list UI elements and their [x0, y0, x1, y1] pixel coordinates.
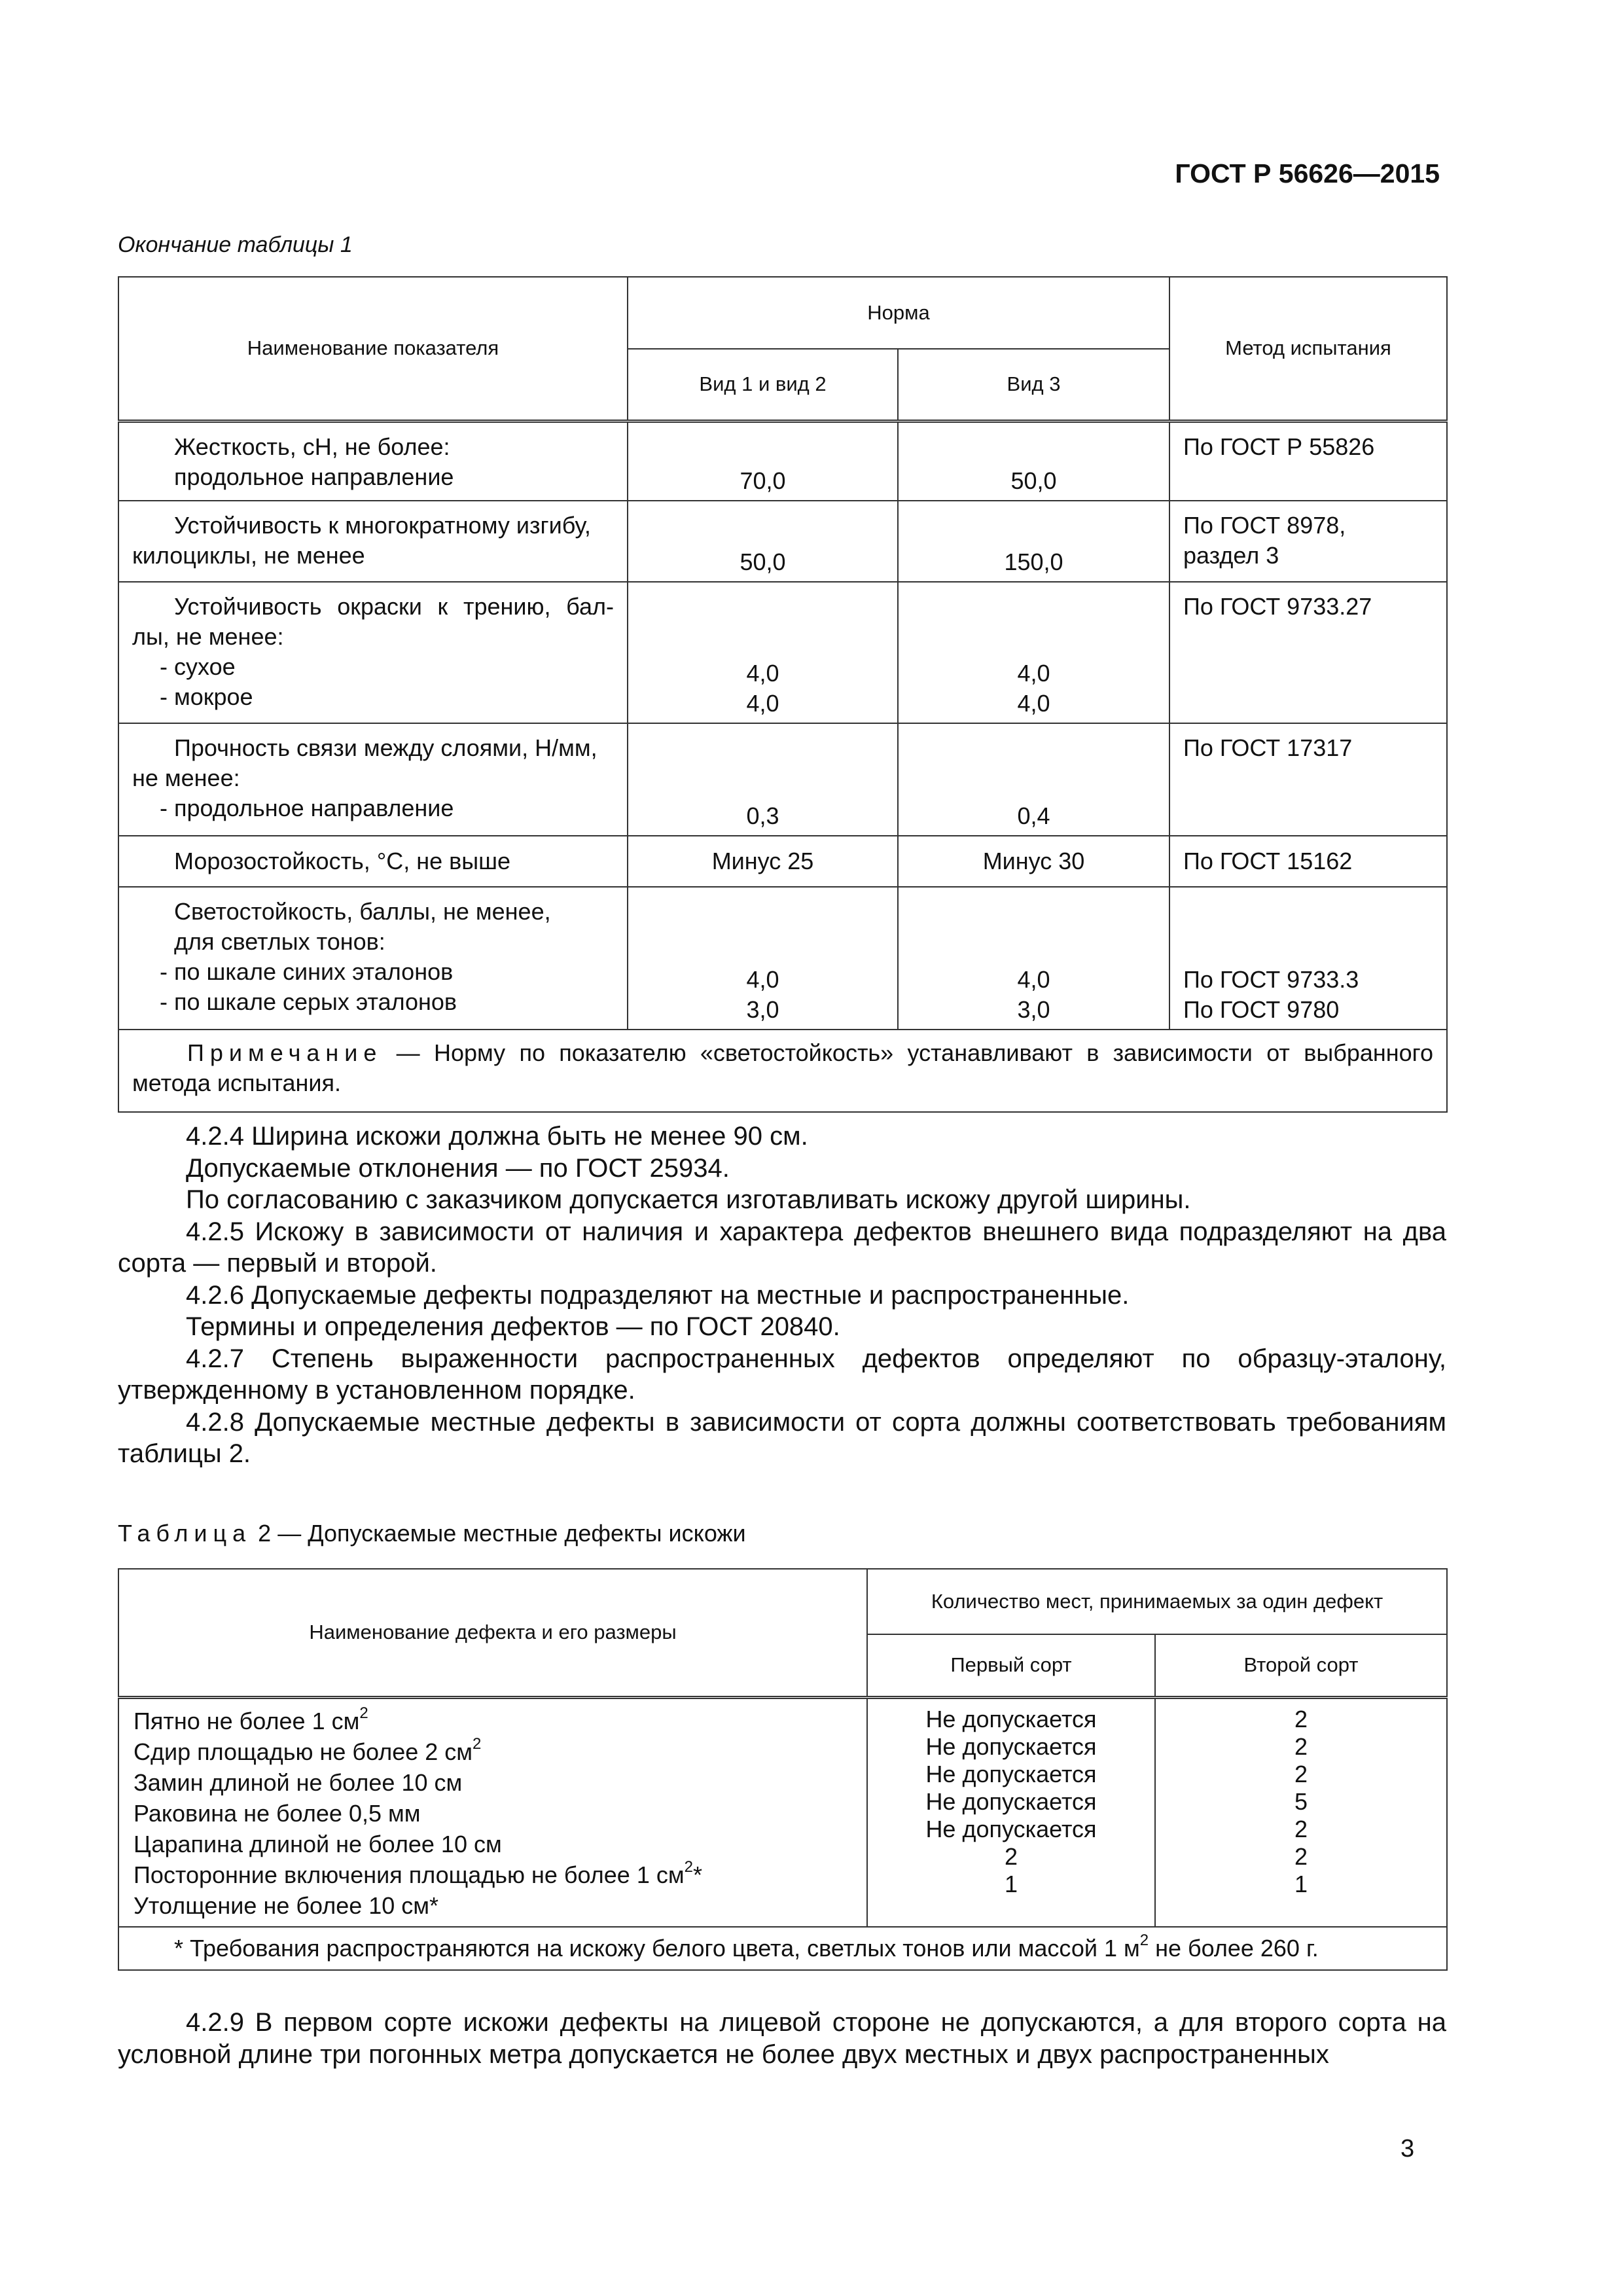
table-row [118, 723, 1447, 836]
cell-value: 4,0 [1017, 690, 1050, 717]
row-label: Устойчивость к многократному изгибу, [174, 512, 591, 539]
defect-name: Посторонние включения площадью не более 1 $см^2*$ [134, 1857, 702, 1888]
table-row [118, 421, 1447, 501]
table-row [118, 582, 1447, 723]
table2-caption-label: Таблица [118, 1520, 252, 1547]
first-grade-value: 1 [1004, 1870, 1018, 1897]
cell-method: По ГОСТ 15162 [1169, 836, 1447, 887]
table1-note-row [118, 1030, 1447, 1112]
cell-method: По ГОСТ 9733.27 [1169, 582, 1447, 723]
row-label: Жесткость, сН, не более: [174, 433, 450, 460]
note-body: — Норму по показателю «светостойкость» устанавливают в зависимости от выбранного метода испытания. [132, 1039, 1434, 1096]
table1-header-name: Наименование показателя [118, 277, 628, 421]
first-grade-value: Не допускается [925, 1760, 1097, 1787]
table2-caption [118, 1520, 746, 1547]
cell-value: 4,0 [746, 660, 779, 687]
paragraph: 4.2.6 Допускаемые дефекты подразделяют на местные и распространенные. [186, 1280, 1130, 1310]
first-grade-value: 2 [1004, 1842, 1018, 1870]
cell-value: 0,3 [628, 723, 898, 836]
paragraph: Термины и определения дефектов — по ГОСТ 20840. [186, 1312, 840, 1341]
second-grade-value: 2 [1294, 1760, 1308, 1787]
paragraph: 4.2.8 Допускаемые местные дефекты в зависимости от сорта должны соответствовать требованиям таблицы 2. [118, 1407, 1446, 1468]
table1-caption: Окончание таблицы 1 [118, 232, 353, 257]
defect-name: Царапина длиной не более 10 см [134, 1830, 502, 1857]
cell-method: По ГОСТ 9733.3 [1183, 966, 1359, 993]
table-row [118, 1697, 1447, 1927]
row-label: Морозостойкость, °С, не выше [174, 848, 511, 874]
defect-name: Пятно не более 1 $см^2$ [134, 1704, 368, 1734]
body-text [118, 1121, 1446, 1470]
table1 [118, 276, 1448, 1113]
row-sublabel: - сухое [160, 653, 236, 680]
cell-value: 4,0 [746, 690, 779, 717]
row-label: Устойчивость окраски к трению, бал- [174, 593, 614, 620]
note-label: Примечание [187, 1039, 383, 1066]
cell-value: 150,0 [898, 501, 1169, 582]
row-sublabel: - мокрое [160, 683, 253, 710]
defect-name: Сдир площадью не более 2 $см^2$ [134, 1734, 482, 1765]
row-label: для светлых тонов: [174, 928, 385, 955]
table2-header-first: Первый сорт [867, 1634, 1155, 1697]
page-number: 3 [1400, 2135, 1415, 2162]
defect-name: Раковина не более 0,5 мм [134, 1799, 421, 1827]
paragraph: 4.2.4 Ширина искожи должна быть не менее 90 см. [186, 1122, 808, 1151]
cell-method: раздел 3 [1183, 542, 1279, 569]
second-grade-value: 1 [1294, 1870, 1308, 1897]
table-row [118, 836, 1447, 887]
cell-method: По ГОСТ Р 55826 [1169, 421, 1447, 501]
cell-value: 50,0 [628, 501, 898, 582]
cell-method: По ГОСТ 17317 [1169, 723, 1447, 836]
cell-value: 3,0 [1017, 996, 1050, 1023]
row-sublabel: - по шкале синих эталонов [160, 958, 454, 985]
cell-value: 3,0 [746, 996, 779, 1023]
note-text [132, 1038, 1433, 1098]
table2-caption-text: 2 — Допускаемые местные дефекты искожи [258, 1520, 746, 1547]
second-grade-value: 5 [1294, 1787, 1308, 1815]
table2-footnote: * Требования распространяются на искожу белого цвета, светлых тонов или массой 1 $м^2$ не более 260 г. [118, 1927, 1447, 1970]
cell-method: По ГОСТ 8978, [1183, 512, 1346, 539]
cell-value: Минус 30 [898, 836, 1169, 887]
body-text-final [118, 2007, 1446, 2070]
table1-header-vid3: Вид 3 [898, 349, 1169, 421]
paragraph: 4.2.9 В первом сорте искожи дефекты на лицевой стороне не допускаются, а для второго сорта на условной длине три погонных метра допускается не более двух местных и двух распространенных [118, 2008, 1446, 2069]
table2-header-qty: Количество мест, принимаемых за один дефект [867, 1569, 1447, 1634]
first-grade-value: Не допускается [925, 1732, 1097, 1760]
table1-header-norm: Норма [628, 277, 1169, 349]
second-grade-value: 2 [1294, 1842, 1308, 1870]
row-sublabel: - по шкале серых эталонов [160, 988, 457, 1015]
paragraph: 4.2.7 Степень выраженности распространенных дефектов определяют по образцу-эталону, утвержденному в установленном порядке. [118, 1344, 1446, 1405]
row-label: килоциклы, не менее [132, 542, 365, 569]
paragraph: По согласованию с заказчиком допускается изготавливать искожу другой ширины. [186, 1185, 1191, 1214]
row-label: Светостойкость, баллы, не менее, [174, 898, 551, 925]
table2-header-second: Второй сорт [1155, 1634, 1447, 1697]
second-grade-value: 2 [1294, 1815, 1308, 1842]
row-label: продольное направление [174, 463, 454, 490]
paragraph: 4.2.5 Искожу в зависимости от наличия и характера дефектов внешнего вида подразделяют на два сорта — первый и второй. [118, 1217, 1446, 1278]
row-label: Прочность связи между слоями, Н/мм, [174, 734, 597, 761]
table2 [118, 1568, 1448, 1971]
second-grade-value: 2 [1294, 1705, 1308, 1732]
cell-value: 0,4 [898, 723, 1169, 836]
cell-value: 50,0 [898, 421, 1169, 501]
row-label: не менее: [132, 764, 240, 791]
cell-value: 70,0 [628, 421, 898, 501]
cell-value: Минус 25 [628, 836, 898, 887]
second-grade-value: 2 [1294, 1732, 1308, 1760]
table1-header-method: Метод испытания [1169, 277, 1447, 421]
row-sublabel: - продольное направление [160, 795, 454, 821]
first-grade-value: Не допускается [925, 1705, 1097, 1732]
cell-value: 4,0 [746, 966, 779, 993]
paragraph: Допускаемые отклонения — по ГОСТ 25934. [186, 1153, 730, 1183]
document-header-id: ГОСТ Р 56626—2015 [1175, 158, 1440, 188]
table1-header-vid12: Вид 1 и вид 2 [628, 349, 898, 421]
table-row [118, 887, 1447, 1030]
table2-header-name: Наименование дефекта и его размеры [118, 1569, 867, 1697]
cell-value: 4,0 [1017, 966, 1050, 993]
first-grade-value: Не допускается [925, 1787, 1097, 1815]
row-label: лы, не менее: [132, 623, 284, 650]
first-grade-value: Не допускается [925, 1815, 1097, 1842]
cell-value: 4,0 [1017, 660, 1050, 687]
defect-name: Замин длиной не более 10 см [134, 1768, 463, 1796]
defect-name: Утолщение не более 10 см* [134, 1892, 439, 1919]
table-row [118, 501, 1447, 582]
table2-footnote-row [118, 1927, 1447, 1970]
cell-method: По ГОСТ 9780 [1183, 996, 1340, 1023]
